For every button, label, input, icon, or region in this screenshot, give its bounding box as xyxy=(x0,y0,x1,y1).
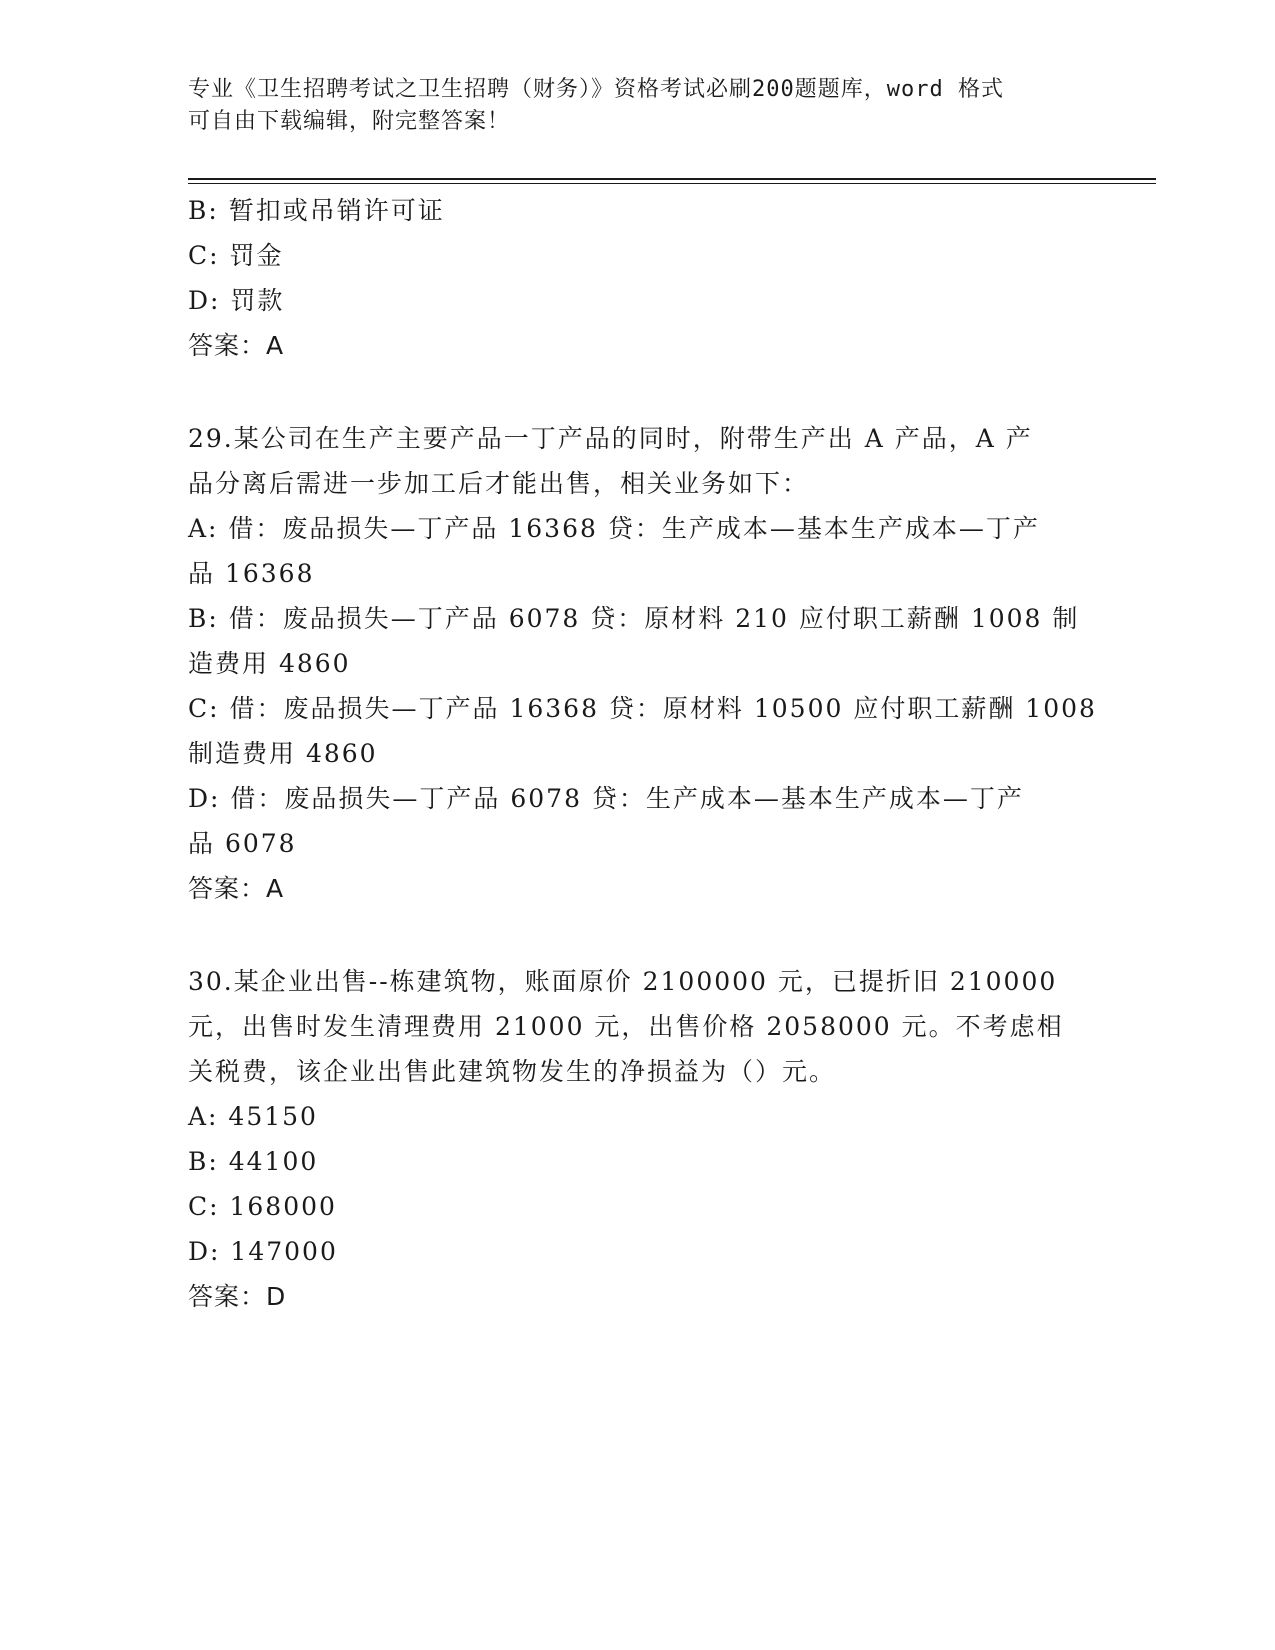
spacer xyxy=(188,368,1088,416)
option-b: B: 44100 xyxy=(188,1147,319,1176)
option-d: D: 罚款 xyxy=(188,286,285,315)
answer-label: 答案：A xyxy=(188,874,285,903)
question-29 xyxy=(188,416,1097,911)
option-c: C: 罚金 xyxy=(188,241,284,270)
header-title-line2: 可自由下载编辑，附完整答案！ xyxy=(188,109,511,134)
option-b-continued: 造费用 4860 xyxy=(188,649,351,678)
document-body xyxy=(188,188,1097,1319)
question-stem-line: 关税费，该企业出售此建筑物发生的净损益为（）元。 xyxy=(188,1057,837,1086)
option-d-continued: 品 6078 xyxy=(188,829,297,858)
option-c-continued: 制造费用 4860 xyxy=(188,739,378,768)
spacer xyxy=(188,911,1088,959)
option-a: A: 45150 xyxy=(188,1102,318,1131)
answer-label: 答案：A xyxy=(188,331,285,360)
option-d: D: 147000 xyxy=(188,1237,338,1266)
question-30 xyxy=(188,959,1088,1319)
question-stem-line: 品分离后需进一步加工后才能出售，相关业务如下： xyxy=(188,469,810,498)
option-c: C: 168000 xyxy=(188,1192,337,1221)
header-title-line1: 专业《卫生招聘考试之卫生招聘（财务）》资格考试必刷200题题库，word 格式 xyxy=(188,77,1004,102)
question-stem-line: 30.某企业出售--栋建筑物，账面原价 2100000 元，已提折旧 210000 xyxy=(188,967,1058,996)
header-divider-thick xyxy=(188,178,1156,180)
answer-label: 答案：D xyxy=(188,1282,287,1311)
option-b: B: 借：废品损失—丁产品 6078 贷：原材料 210 应付职工薪酬 1008 制 xyxy=(188,604,1080,633)
document-header xyxy=(188,74,1088,138)
question-28-tail xyxy=(188,188,1088,368)
option-c: C: 借：废品损失—丁产品 16368 贷：原材料 10500 应付职工薪酬 1008 xyxy=(188,694,1097,723)
option-a: A: 借：废品损失—丁产品 16368 贷：生产成本—基本生产成本—丁产 xyxy=(188,514,1040,543)
option-d: D: 借：废品损失—丁产品 6078 贷：生产成本—基本生产成本—丁产 xyxy=(188,784,1024,813)
question-stem-line: 29.某公司在生产主要产品一丁产品的同时，附带生产出 A 产品，A 产 xyxy=(188,424,1033,453)
question-stem-line: 元，出售时发生清理费用 21000 元，出售价格 2058000 元。不考虑相 xyxy=(188,1012,1064,1041)
option-b: B: 暂扣或吊销许可证 xyxy=(188,196,445,225)
header-divider-thin xyxy=(188,183,1156,184)
option-a-continued: 品 16368 xyxy=(188,559,315,588)
